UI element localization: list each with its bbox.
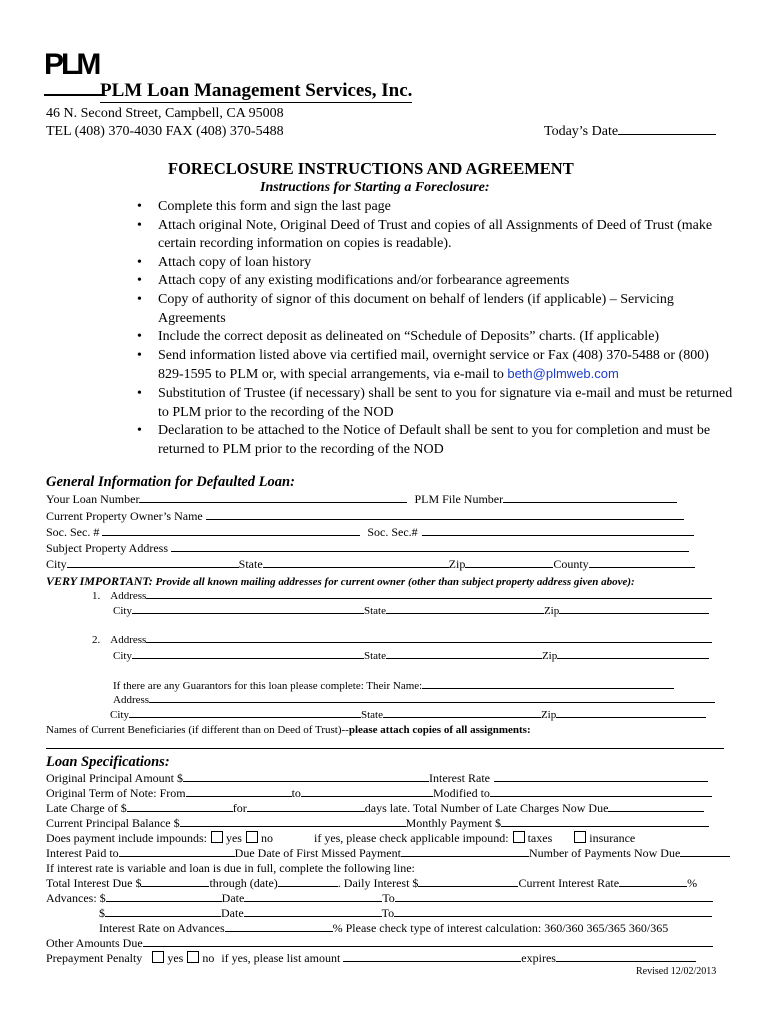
general-info-heading: General Information for Defaulted Loan: (46, 474, 295, 490)
advance-2-date-field[interactable] (244, 915, 382, 917)
guarantors-row: If there are any Guarantors for this loan please complete: Their Name: (113, 680, 674, 692)
loan-specs-heading: Loan Specifications: (46, 754, 170, 770)
current-principal-row: Current Principal Balance $ Monthly Payment $ (46, 816, 709, 831)
list-item: • Complete this form and sign the last page (137, 198, 737, 217)
subject-address-row: Subject Property Address (46, 541, 689, 556)
soc-sec-row: Soc. Sec. # Soc. Sec.# (46, 525, 694, 540)
modified-to-field[interactable] (490, 795, 712, 797)
city-row: City State Zip County (46, 557, 695, 572)
list-item: • Send information listed above via certified mail, overnight service or Fax (408) 370-5488 or (800) 829-1595 to PLM or, with special arrangements, via e-mail to beth@plmweb.com (137, 347, 737, 385)
todays-date: Today’s Date (544, 124, 716, 140)
address-1-field[interactable] (146, 597, 712, 599)
company-name: PLM Loan Management Services, Inc. (100, 80, 413, 101)
total-interest-row: Total Interest Due $ through (date) . Daily Interest $ Current Interest Rate % (46, 876, 698, 890)
city-1-field[interactable] (132, 612, 364, 614)
late-charge-field[interactable] (127, 810, 233, 812)
county-field[interactable] (589, 566, 695, 568)
state-field[interactable] (263, 566, 449, 568)
current-principal-field[interactable] (180, 825, 406, 827)
advances-row-2: $ Date To (99, 906, 712, 921)
guarantor-address-row: Address (113, 694, 715, 706)
daily-interest-field[interactable] (418, 885, 518, 887)
current-interest-rate-field[interactable] (619, 885, 687, 887)
impounds-no-checkbox[interactable] (246, 831, 258, 843)
prepayment-amount-field[interactable] (343, 960, 521, 962)
list-item: • Declaration to be attached to the Notice of Default shall be sent to you for completion and must be returned to PLM prior to the recording of the NOD (137, 422, 737, 459)
list-item: • Attach copy of loan history (137, 254, 737, 273)
interest-paid-row: Interest Paid to Due Date of First Missed Payment Number of Payments Now Due (46, 846, 730, 861)
beneficiaries-field[interactable] (46, 748, 724, 749)
guarantor-name-field[interactable] (422, 687, 674, 689)
address-2-field[interactable] (146, 641, 712, 643)
term-to-field[interactable] (301, 795, 433, 797)
city-field[interactable] (67, 566, 239, 568)
zip-2-field[interactable] (557, 657, 709, 659)
interest-on-advances-row: Interest Rate on Advances % Please check type of interest calculation: 360/360 365/365 360/365 (99, 921, 669, 935)
subject-address-field[interactable] (171, 550, 689, 552)
interest-paid-to-field[interactable] (119, 855, 235, 857)
advances-row-1: Advances: $ Date To (46, 891, 713, 906)
advance-1-to-field[interactable] (395, 900, 713, 902)
total-interest-field[interactable] (141, 885, 209, 887)
loan-number-row: Your Loan Number PLM File Number (46, 492, 677, 507)
mailing-address-2: 2. Address (92, 634, 712, 646)
guarantor-city-field[interactable] (129, 716, 361, 718)
instructions-heading: Instructions for Starting a Foreclosure: (260, 180, 490, 195)
impounds-row: Does payment include impounds: yes no if yes, please check applicable impound: taxes insurance (46, 831, 636, 845)
other-amounts-field[interactable] (143, 945, 713, 947)
list-item: • Attach original Note, Original Deed of Trust and copies of all Assignments of Deed of Trust (make certain recording information on copies is readable). (137, 217, 737, 254)
advance-1-amount-field[interactable] (106, 900, 222, 902)
logo-text: PLM (44, 48, 99, 81)
company-logo (44, 48, 104, 100)
loan-number-field[interactable] (139, 501, 407, 503)
list-item: • Copy of authority of signor of this document on behalf of lenders (if applicable) – Servicing Agreements (137, 291, 737, 328)
plm-file-number-field[interactable] (503, 501, 677, 503)
mailing-address-1: 1. Address (92, 590, 712, 602)
advance-2-amount-field[interactable] (105, 915, 221, 917)
state-1-field[interactable] (386, 612, 544, 614)
prepayment-expires-field[interactable] (556, 960, 696, 962)
original-term-row: Original Term of Note: From to Modified to (46, 786, 712, 801)
todays-date-field[interactable] (618, 133, 716, 135)
list-item: • Attach copy of any existing modifications and/or forbearance agreements (137, 272, 737, 291)
state-2-field[interactable] (386, 657, 542, 659)
advance-1-date-field[interactable] (244, 900, 382, 902)
list-item: • Include the correct deposit as delineated on “Schedule of Deposits” charts. (If applicable) (137, 328, 737, 347)
interest-rate-field[interactable] (494, 780, 708, 782)
insurance-checkbox[interactable] (574, 831, 586, 843)
guarantor-city-row: City State Zip (110, 709, 706, 721)
email-link[interactable]: beth@plmweb.com (507, 366, 619, 382)
zip-field[interactable] (465, 566, 553, 568)
guarantor-zip-field[interactable] (556, 716, 706, 718)
monthly-payment-field[interactable] (501, 825, 709, 827)
taxes-checkbox[interactable] (513, 831, 525, 843)
zip-1-field[interactable] (559, 612, 709, 614)
through-date-field[interactable] (278, 885, 338, 887)
owner-name-field[interactable] (206, 518, 684, 520)
other-amounts-row: Other Amounts Due (46, 936, 713, 951)
list-item: • Substitution of Trustee (if necessary) shall be sent to you for signature via e-mail and must be returned to PLM prior to the recording of the NOD (137, 385, 737, 422)
company-address: 46 N. Second Street, Campbell, CA 95008 (46, 106, 284, 121)
page-title: FORECLOSURE INSTRUCTIONS AND AGREEMENT (168, 159, 574, 178)
original-principal-row: Original Principal Amount $ Interest Rate (46, 771, 708, 786)
very-important-note: VERY IMPORTANT: Provide all known mailing addresses for current owner (other than subject property address given above): (46, 574, 635, 588)
prepayment-yes-checkbox[interactable] (152, 951, 164, 963)
original-principal-field[interactable] (183, 780, 429, 782)
soc-sec-1-field[interactable] (102, 534, 360, 536)
guarantor-address-field[interactable] (149, 701, 715, 703)
late-days-field[interactable] (247, 810, 365, 812)
revision-date: Revised 12/02/2013 (636, 966, 717, 977)
guarantor-state-field[interactable] (383, 716, 541, 718)
soc-sec-2-field[interactable] (422, 534, 694, 536)
mailing-city-1: City State Zip (113, 605, 709, 617)
impounds-yes-checkbox[interactable] (211, 831, 223, 843)
prepayment-row: Prepayment Penalty yes no if yes, please list amount expires (46, 951, 696, 966)
late-charges-due-field[interactable] (608, 810, 704, 812)
beneficiaries-row: Names of Current Beneficiaries (if different than on Deed of Trust)--please attach copies of all assignments: (46, 724, 531, 736)
term-from-field[interactable] (186, 795, 292, 797)
prepayment-no-checkbox[interactable] (187, 951, 199, 963)
owner-row: Current Property Owner’s Name (46, 509, 684, 524)
late-charge-row: Late Charge of $ for days late. Total Number of Late Charges Now Due (46, 801, 704, 816)
company-phone-fax: TEL (408) 370-4030 FAX (408) 370-5488 (46, 124, 284, 139)
advance-2-to-field[interactable] (394, 915, 712, 917)
interest-on-advances-field[interactable] (225, 930, 333, 932)
variable-rate-note: If interest rate is variable and loan is due in full, complete the following line: (46, 861, 415, 875)
payments-due-field[interactable] (680, 855, 730, 857)
city-2-field[interactable] (132, 657, 364, 659)
first-missed-payment-field[interactable] (401, 855, 529, 857)
instructions-list (137, 198, 737, 459)
mailing-city-2: City State Zip (113, 650, 709, 662)
